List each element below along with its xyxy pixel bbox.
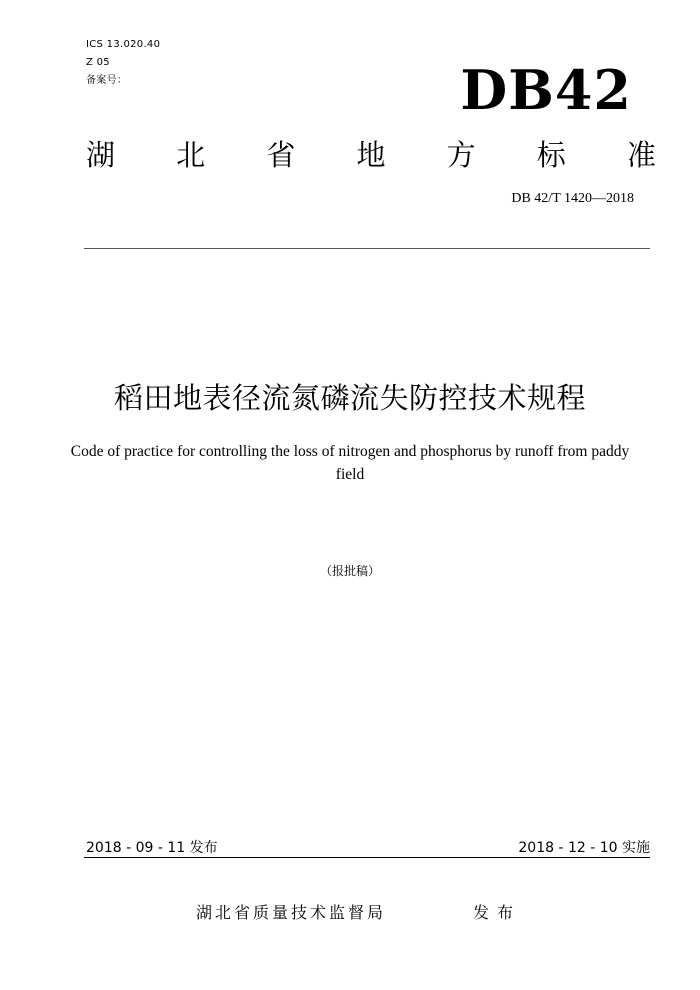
- ics-code: ICS 13.020.40: [86, 39, 161, 50]
- standard-logo: DB42: [460, 58, 632, 122]
- title-chinese: 稻田地表径流氮磷流失防控技术规程: [113, 381, 586, 415]
- top-divider: [84, 248, 650, 249]
- standard-type-char: 标: [536, 138, 566, 172]
- standard-type-char: 北: [176, 138, 206, 172]
- standard-type-char: 方: [446, 138, 476, 172]
- title-english: Code of practice for controlling the loss of nitrogen and phosphorus by runoff from paddy field: [70, 443, 630, 483]
- issuing-authority: 湖北省质量技术监督局: [196, 903, 387, 922]
- classification-code: Z 05: [86, 57, 110, 68]
- standard-type-char: 准: [626, 138, 656, 172]
- standard-type-char: 湖: [86, 138, 116, 172]
- draft-status: （报批稿）: [319, 564, 380, 578]
- standard-type-heading: [86, 138, 656, 172]
- filing-number-label: 备案号：: [86, 75, 128, 86]
- implementation-date: 2018 - 12 - 10 实施: [518, 840, 650, 856]
- bottom-divider: [84, 857, 650, 858]
- standard-type-char: 省: [266, 138, 296, 172]
- standard-number: DB 42/T 1420—2018: [511, 191, 634, 206]
- standard-type-char: 地: [356, 138, 386, 172]
- publish-label: 发布: [473, 903, 522, 922]
- issue-date: 2018 - 09 - 11 发布: [86, 840, 218, 856]
